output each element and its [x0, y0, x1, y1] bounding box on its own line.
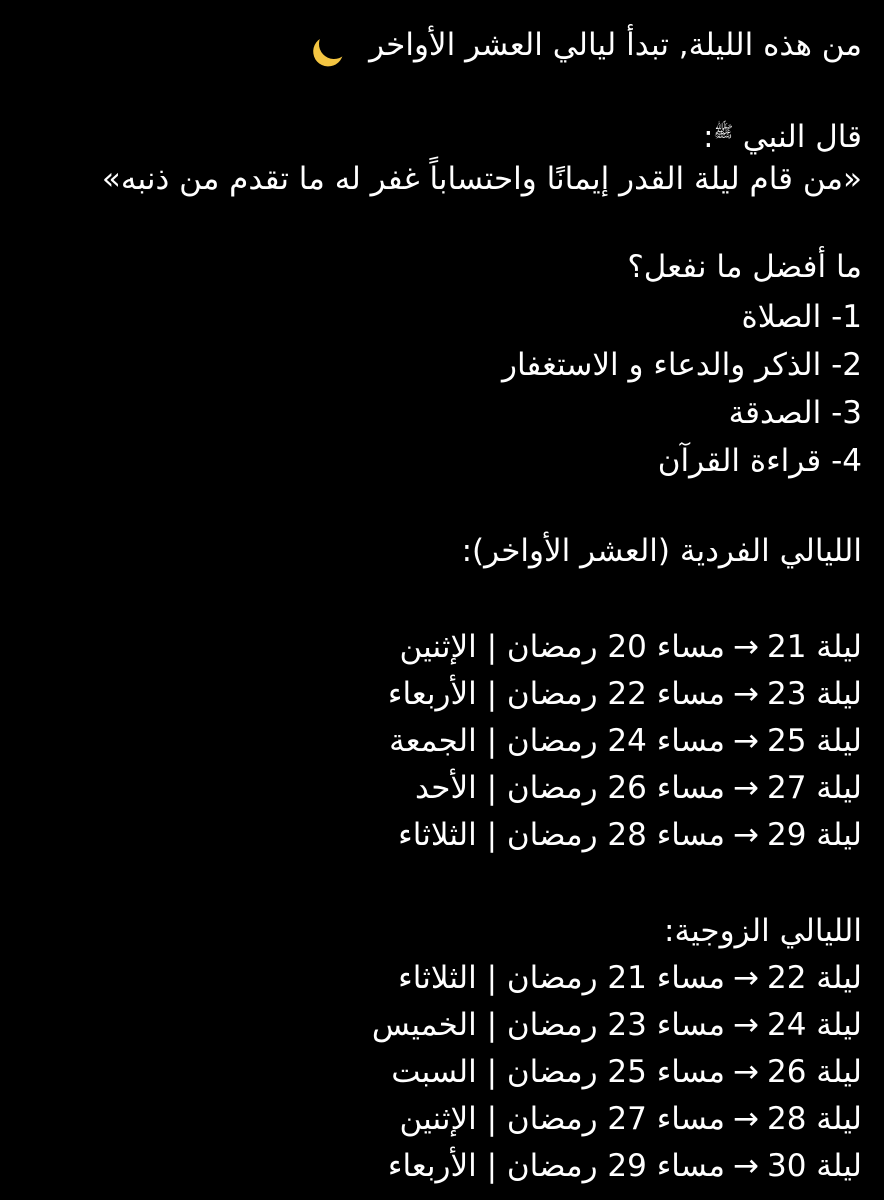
evening-label: مساء 26 رمضان | الأحد [415, 770, 726, 806]
arrow-icon: → [733, 770, 759, 806]
hadith-speaker-line [703, 108, 862, 161]
evening-label: مساء 24 رمضان | الجمعة [389, 723, 726, 759]
arrow-icon: → [733, 676, 759, 712]
even-nights-heading: الليالي الزوجية: [664, 913, 862, 949]
crescent-moon-icon [315, 25, 353, 63]
night-row [398, 812, 862, 859]
arrow-icon: → [733, 817, 759, 853]
night-label: ليلة 23 [767, 676, 862, 712]
arrow-icon: → [733, 723, 759, 759]
arrow-icon: → [733, 629, 759, 665]
arrow-icon: → [733, 1101, 759, 1137]
intro-text: من هذه الليلة, تبدأ ليالي العشر الأواخر [369, 27, 862, 63]
evening-label: مساء 21 رمضان | الثلاثاء [398, 960, 726, 996]
night-row [415, 765, 862, 812]
hadith-colon: : [703, 119, 714, 155]
list-item: 2- الذكر والدعاء و الاستغفار [502, 347, 862, 383]
night-row [398, 955, 862, 1002]
arrow-icon: → [733, 1054, 759, 1090]
night-row [391, 1049, 862, 1096]
list-item: 3- الصدقة [728, 395, 862, 431]
night-label: ليلة 24 [767, 1007, 862, 1043]
night-label: ليلة 25 [767, 723, 862, 759]
evening-label: مساء 22 رمضان | الأربعاء [387, 676, 726, 712]
list-item: 4- قراءة القرآن [657, 443, 862, 479]
list-item: 1- الصلاة [741, 299, 862, 335]
night-row [372, 1002, 862, 1049]
honorific-symbol: ﷺ [713, 122, 733, 141]
arrow-icon: → [733, 1007, 759, 1043]
arrow-icon: → [733, 1148, 759, 1184]
night-label: ليلة 27 [767, 770, 862, 806]
night-row [400, 624, 862, 671]
night-label: ليلة 29 [767, 817, 862, 853]
night-label: ليلة 26 [767, 1054, 862, 1090]
evening-label: مساء 25 رمضان | السبت [391, 1054, 726, 1090]
hadith-speaker: قال النبي [742, 119, 862, 155]
best-deeds-question: ما أفضل ما نفعل؟ [627, 249, 862, 285]
evening-label: مساء 29 رمضان | الأربعاء [387, 1148, 726, 1184]
night-label: ليلة 21 [767, 629, 862, 665]
evening-label: مساء 27 رمضان | الإثنين [399, 1101, 726, 1137]
arrow-icon: → [733, 960, 759, 996]
night-row [388, 1143, 862, 1190]
evening-label: مساء 28 رمضان | الثلاثاء [398, 817, 726, 853]
night-row [400, 1096, 862, 1143]
intro-line [319, 22, 862, 69]
hadith-text: «من قام ليلة القدر إيمانًا واحتساباً غفر له ما تقدم من ذنبه» [101, 161, 862, 197]
evening-label: مساء 20 رمضان | الإثنين [399, 629, 726, 665]
odd-nights-heading: الليالي الفردية (العشر الأواخر): [461, 533, 862, 569]
night-label: ليلة 22 [767, 960, 862, 996]
evening-label: مساء 23 رمضان | الخميس [371, 1007, 726, 1043]
night-label: ليلة 30 [767, 1148, 862, 1184]
night-row [389, 718, 862, 765]
night-row [388, 671, 862, 718]
night-label: ليلة 28 [767, 1101, 862, 1137]
